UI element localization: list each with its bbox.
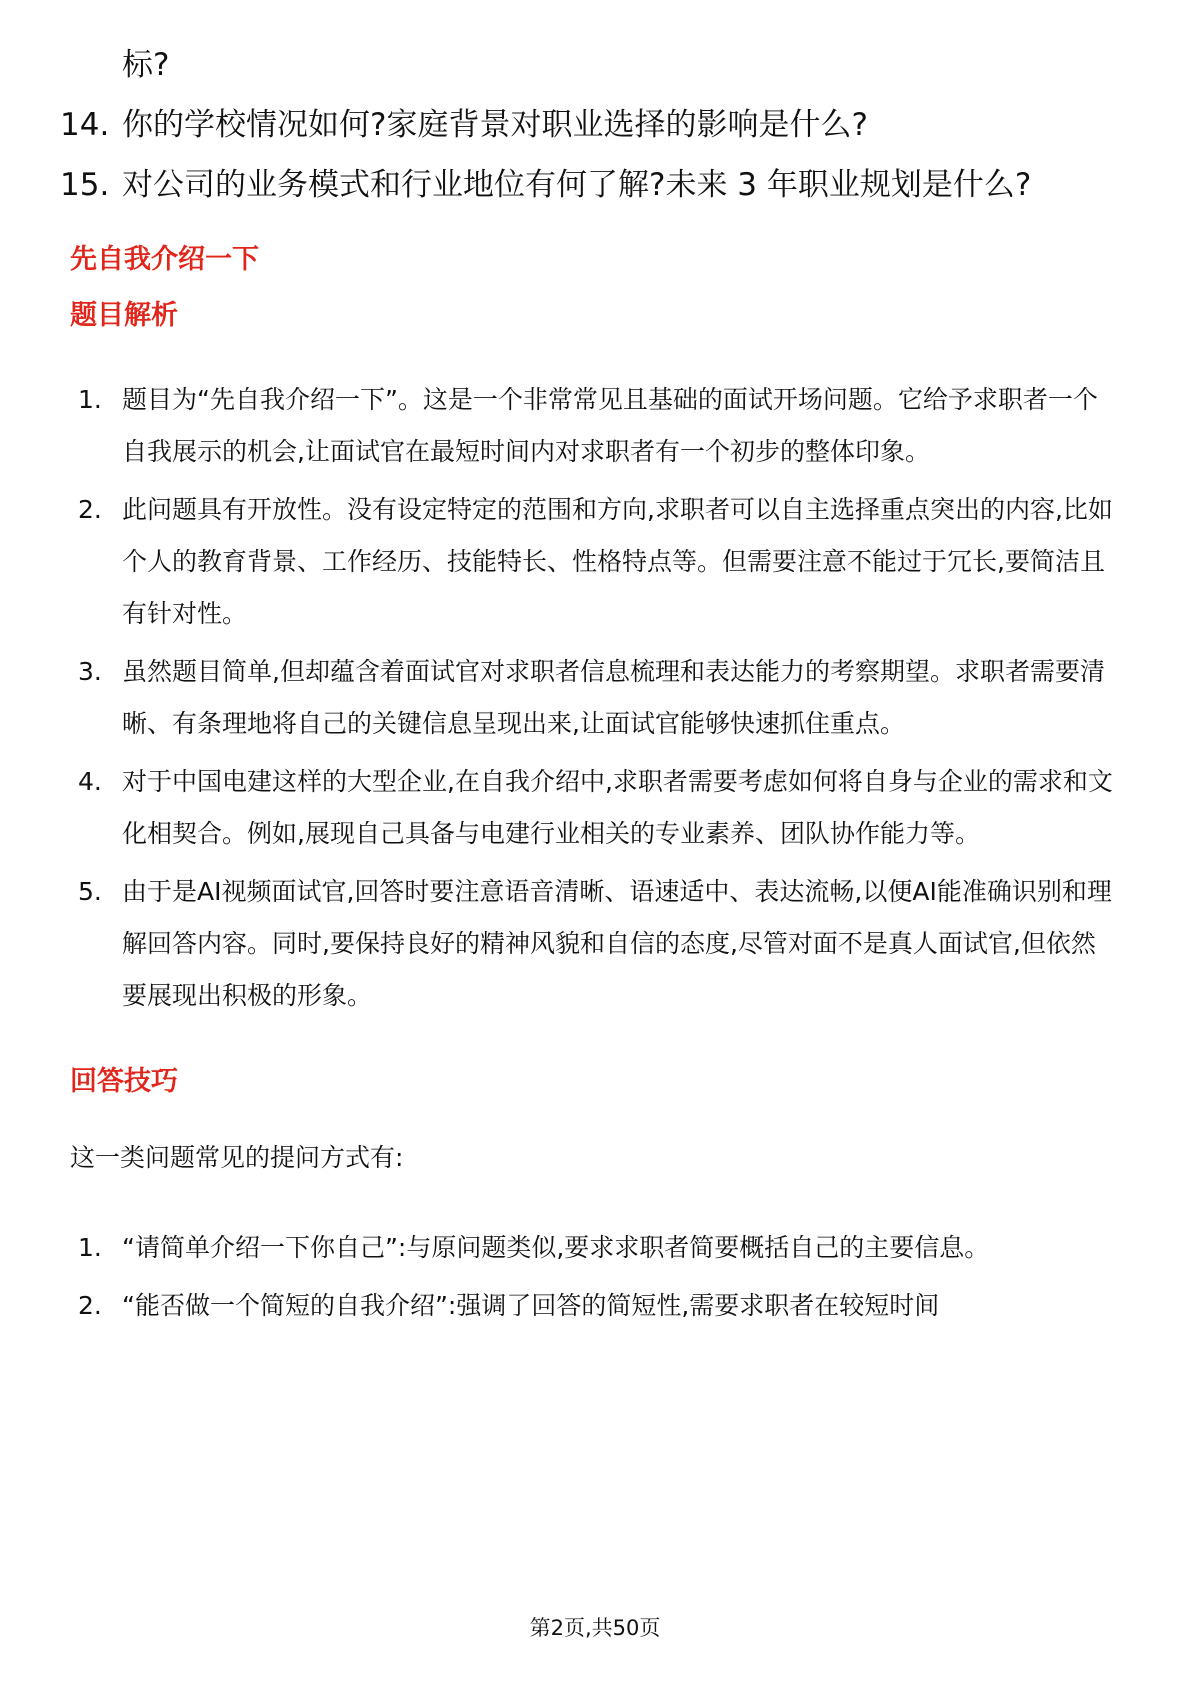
list-item-number: 2. xyxy=(78,495,102,524)
list-item-text: “能否做一个简短的自我介绍”:强调了回答的简短性,需要求职者在较短时间 xyxy=(122,1291,940,1320)
list-item-text: 此问题具有开放性。没有设定特定的范围和方向,求职者可以自主选择重点突出的内容,比如个人的教育背景、工作经历、技能特长、性格特点等。但需要注意不能过于冗长,要简洁且有针对性。 xyxy=(122,495,1113,628)
question-text: 对公司的业务模式和行业地位有何了解?未来 3 年职业规划是什么? xyxy=(122,167,1032,203)
question-text: 你的学校情况如何?家庭背景对职业选择的影响是什么? xyxy=(122,107,868,143)
tips-intro: 这一类问题常见的提问方式有: xyxy=(70,1143,404,1172)
document-page xyxy=(60,40,1120,1338)
list-item xyxy=(70,1222,1120,1274)
list-item-number: 1. xyxy=(78,1233,102,1262)
list-item xyxy=(70,484,1120,640)
list-item-text: 题目为“先自我介绍一下”。这是一个非常常见且基础的面试开场问题。它给予求职者一个自我展示的机会,让面试官在最短时间内对求职者有一个初步的整体印象。 xyxy=(122,385,1098,466)
question-item-14 xyxy=(60,100,1120,150)
list-item xyxy=(70,374,1120,478)
question-number: 15. xyxy=(60,167,110,203)
list-item-number: 4. xyxy=(78,767,102,796)
analysis-list xyxy=(70,374,1120,1022)
section-title-tips: 回答技巧 xyxy=(70,1066,178,1097)
list-item xyxy=(70,1280,1120,1332)
list-item xyxy=(70,646,1120,750)
question-item-15 xyxy=(60,160,1120,210)
question-number: 14. xyxy=(60,107,110,143)
list-item-text: 由于是AI视频面试官,回答时要注意语音清晰、语速适中、表达流畅,以便AI能准确识别和理解回答内容。同时,要保持良好的精神风貌和自信的态度,尽管对面不是真人面试官,但依然要展现出积极的形象。 xyxy=(122,877,1112,1010)
list-item-number: 3. xyxy=(78,657,102,686)
section-title-analysis: 题目解析 xyxy=(70,300,178,331)
list-item xyxy=(70,866,1120,1022)
question-list xyxy=(60,40,1120,210)
list-item-number: 5. xyxy=(78,877,102,906)
question-continuation: 标? xyxy=(122,47,170,83)
section-title-intro: 先自我介绍一下 xyxy=(70,244,259,275)
page-footer: 第2页,共50页 xyxy=(529,1616,661,1640)
list-item-text: 虽然题目简单,但却蕴含着面试官对求职者信息梳理和表达能力的考察期望。求职者需要清晰、有条理地将自己的关键信息呈现出来,让面试官能够快速抓住重点。 xyxy=(122,657,1105,738)
list-item-number: 1. xyxy=(78,385,102,414)
list-item-number: 2. xyxy=(78,1291,102,1320)
list-item-text: “请简单介绍一下你自己”:与原问题类似,要求求职者简要概括自己的主要信息。 xyxy=(122,1233,990,1262)
list-item xyxy=(70,756,1120,860)
list-item-text: 对于中国电建这样的大型企业,在自我介绍中,求职者需要考虑如何将自身与企业的需求和文化相契合。例如,展现自己具备与电建行业相关的专业素养、团队协作能力等。 xyxy=(122,767,1113,848)
tips-list xyxy=(70,1222,1120,1332)
